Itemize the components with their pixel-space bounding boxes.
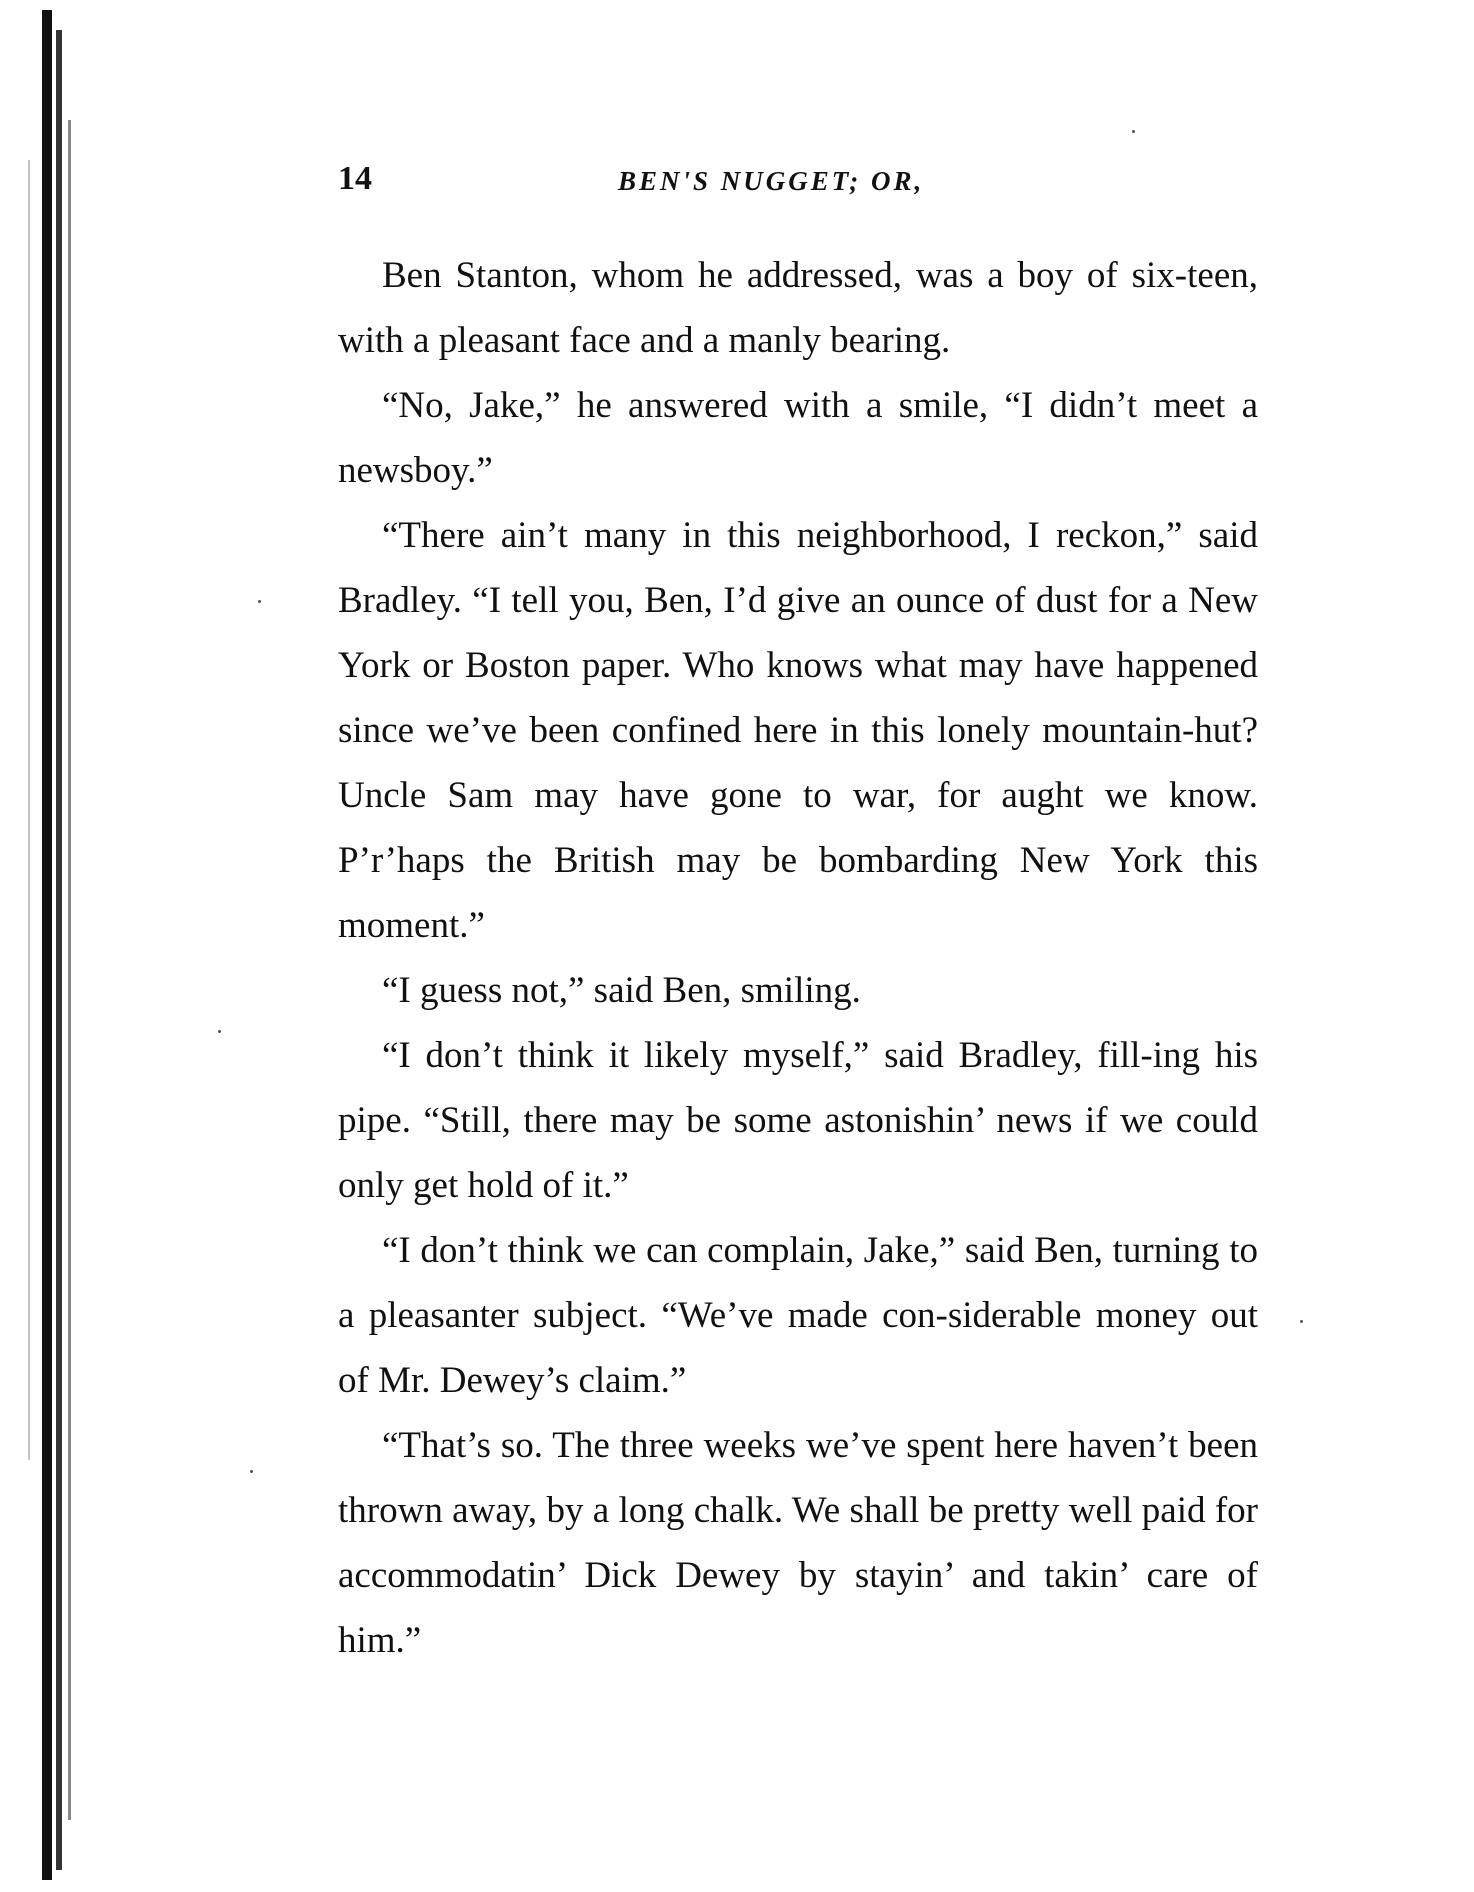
binding-shadow [42, 10, 52, 1880]
paper-speck [218, 1030, 221, 1033]
paper-speck [1300, 1320, 1303, 1323]
paper-speck [1132, 130, 1135, 133]
paragraph: “I don’t think it likely myself,” said Bradley, fill-ing his pipe. “Still, there may be some astonishin’ news if we could only get hold of it.” [338, 1035, 1258, 1206]
paper-speck [258, 600, 261, 603]
paragraph: “I guess not,” said Ben, smiling. [382, 970, 861, 1011]
running-title: BEN'S NUGGET; OR, [618, 166, 925, 196]
binding-shadow [28, 160, 30, 1460]
paragraph: “I don’t think we can complain, Jake,” said Ben, turning to a pleasanter subject. “We’ve made con-siderable money out of Mr. Dewey’s claim.” [338, 1230, 1258, 1401]
paper-speck [250, 1470, 253, 1473]
paragraph: “There ain’t many in this neighborhood, I reckon,” said Bradley. “I tell you, Ben, I’d give an ounce of dust for a New York or Boston paper. Who knows what may have happened since we’ve been confined here in this lonely mountain-hut? Uncle Sam may have gone to war, for aught we know. P’r’haps the British may be bombarding New York this moment.” [338, 515, 1258, 946]
page-number: 14 [338, 160, 372, 197]
paragraph: “No, Jake,” he answered with a smile, “I didn’t meet a newsboy.” [338, 385, 1258, 491]
paragraph: Ben Stanton, whom he addressed, was a boy of six-teen, with a pleasant face and a manly bearing. [338, 255, 1258, 361]
book-binding-edge [0, 0, 80, 1892]
binding-shadow [68, 120, 71, 1820]
body-text [338, 243, 1258, 1673]
page-header [338, 160, 1258, 210]
paragraph: “That’s so. The three weeks we’ve spent here haven’t been thrown away, by a long chalk. We shall be pretty well paid for accommodatin’ Dick Dewey by stayin’ and takin’ care of him.” [338, 1425, 1258, 1661]
binding-shadow [56, 30, 62, 1870]
